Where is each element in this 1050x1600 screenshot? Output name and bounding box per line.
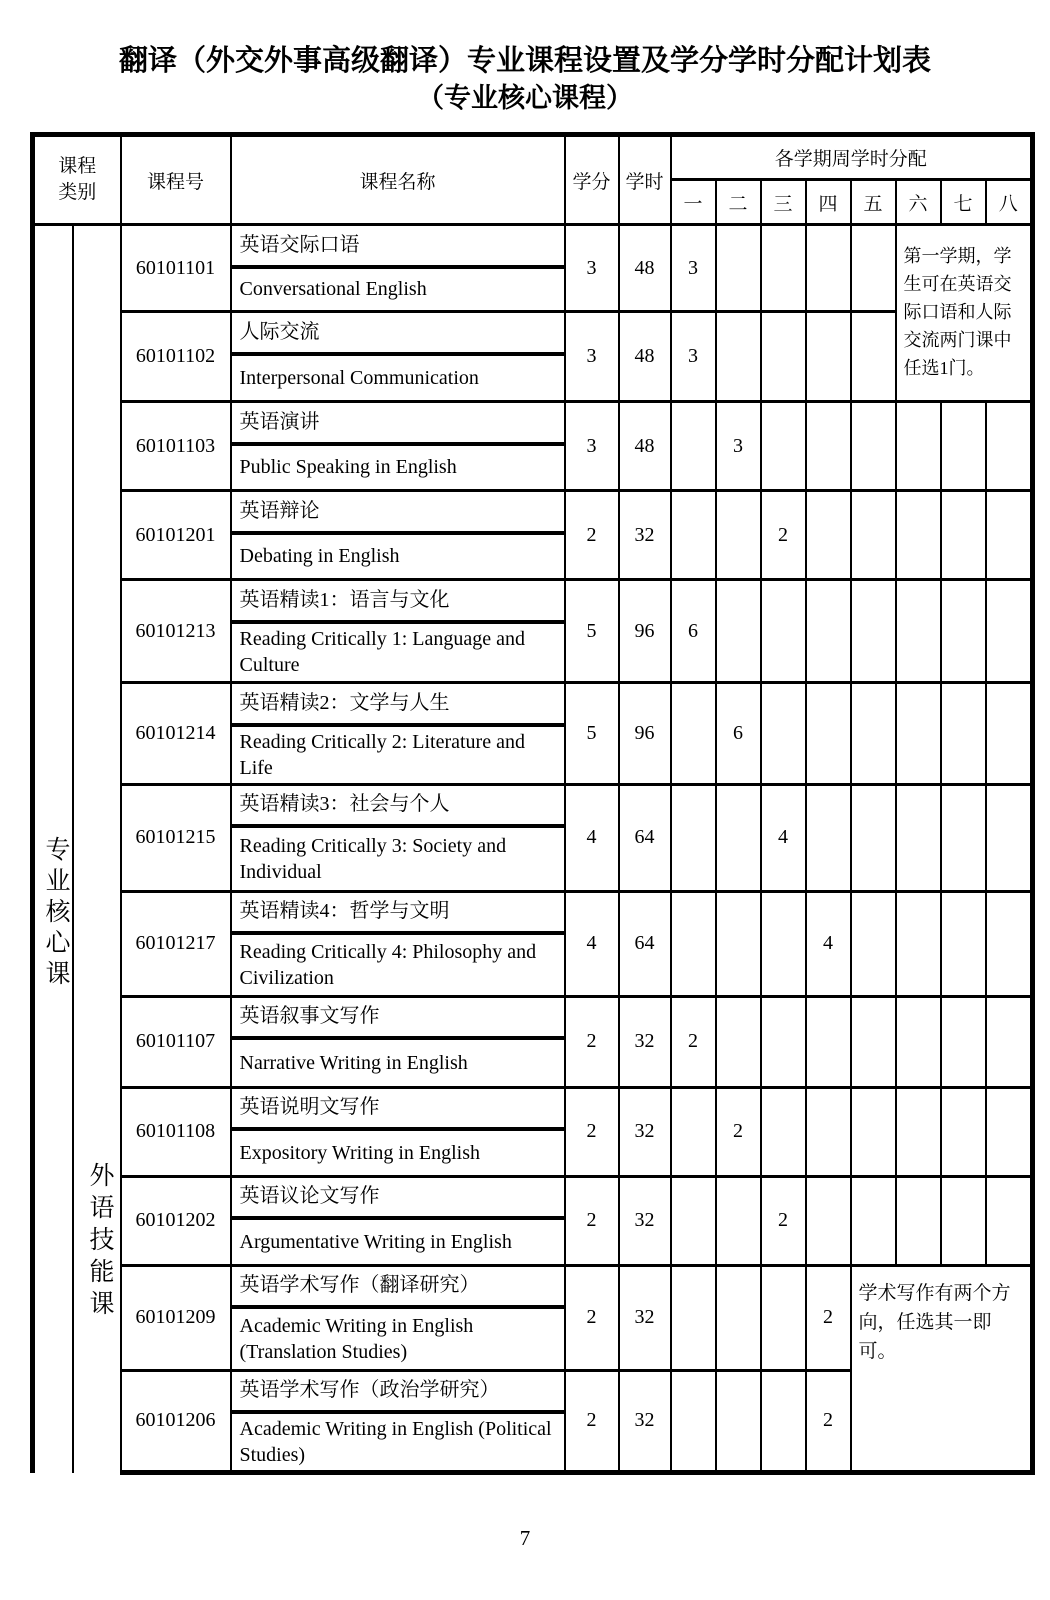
hours-cell: 64 bbox=[619, 784, 671, 891]
semester-7-empty-cell bbox=[941, 491, 986, 580]
course-name-en: Expository Writing in English bbox=[231, 1129, 565, 1176]
course-name-en: Interpersonal Communication bbox=[231, 354, 565, 402]
credits-cell: 2 bbox=[565, 1087, 619, 1176]
hours-cell: 96 bbox=[619, 580, 671, 683]
course-row-60101214 bbox=[33, 683, 1033, 725]
course-name-zh: 英语交际口语 bbox=[231, 225, 565, 267]
course-row-60101101 bbox=[33, 225, 1033, 267]
course-no-cell: 60101101 bbox=[121, 225, 231, 312]
semester-1-value-cell: 3 bbox=[671, 312, 716, 402]
semester-5-empty-cell bbox=[851, 1087, 896, 1176]
semester-4-empty-cell bbox=[806, 580, 851, 683]
course-name-en: Reading Critically 1: Language and Culture bbox=[231, 622, 565, 683]
course-name-en: Conversational English bbox=[231, 267, 565, 312]
course-name-en: Debating in English bbox=[231, 533, 565, 580]
semester-5-empty-cell bbox=[851, 580, 896, 683]
semester-1-empty-cell bbox=[671, 1265, 716, 1370]
course-no-cell: 60101103 bbox=[121, 402, 231, 491]
semester-1-empty-cell bbox=[671, 402, 716, 491]
semester-1-empty-cell bbox=[671, 1370, 716, 1473]
semester-1-value-cell: 2 bbox=[671, 996, 716, 1087]
semester-5-empty-cell bbox=[851, 491, 896, 580]
header-semester-5: 五 bbox=[851, 180, 896, 225]
semester-2-empty-cell bbox=[716, 1176, 761, 1265]
hours-cell: 32 bbox=[619, 1265, 671, 1370]
course-no-cell: 60101107 bbox=[121, 996, 231, 1087]
semester-5-empty-cell bbox=[851, 784, 896, 891]
semester-1-empty-cell bbox=[671, 891, 716, 996]
semester-7-empty-cell bbox=[941, 784, 986, 891]
semester-6-empty-cell bbox=[896, 402, 941, 491]
credits-cell: 3 bbox=[565, 225, 619, 312]
semester-4-value-cell: 2 bbox=[806, 1370, 851, 1473]
hours-cell: 32 bbox=[619, 1370, 671, 1473]
semester-6-empty-cell bbox=[896, 996, 941, 1087]
semester-4-empty-cell bbox=[806, 784, 851, 891]
course-row-60101102 bbox=[33, 312, 1033, 354]
semester-3-value-cell: 2 bbox=[761, 491, 806, 580]
course-no-cell: 60101201 bbox=[121, 491, 231, 580]
course-name-zh: 英语学术写作（政治学研究） bbox=[231, 1370, 565, 1412]
header-course-no: 课程号 bbox=[121, 135, 231, 225]
page-title-line2: （专业核心课程） bbox=[417, 83, 633, 115]
semester-8-empty-cell bbox=[986, 580, 1033, 683]
semester-7-empty-cell bbox=[941, 402, 986, 491]
header-weekly-distribution: 各学期周学时分配 bbox=[671, 135, 1033, 180]
header-semester-8: 八 bbox=[986, 180, 1033, 225]
course-no-cell: 60101217 bbox=[121, 891, 231, 996]
semester-5-empty-cell bbox=[851, 402, 896, 491]
semester-8-empty-cell bbox=[986, 784, 1033, 891]
semester-1-empty-cell bbox=[671, 784, 716, 891]
header-course-name: 课程名称 bbox=[231, 135, 565, 225]
semester-4-empty-cell bbox=[806, 402, 851, 491]
course-row-60101201 bbox=[33, 491, 1033, 533]
semester-7-empty-cell bbox=[941, 891, 986, 996]
course-row-60101215 bbox=[33, 784, 1033, 826]
semester-1-value-cell: 3 bbox=[671, 225, 716, 312]
course-no-cell: 60101202 bbox=[121, 1176, 231, 1265]
course-name-zh: 英语辩论 bbox=[231, 491, 565, 533]
semester-1-empty-cell bbox=[671, 1176, 716, 1265]
hours-cell: 32 bbox=[619, 1176, 671, 1265]
category-label-primary: 专业核心课 bbox=[42, 836, 69, 991]
credits-cell: 4 bbox=[565, 784, 619, 891]
semester-7-empty-cell bbox=[941, 996, 986, 1087]
course-name-en: Reading Critically 2: Literature and Life bbox=[231, 725, 565, 785]
semester-5-empty-cell bbox=[851, 1176, 896, 1265]
table-header-row-1 bbox=[33, 135, 1033, 180]
course-name-en: Academic Writing in English (Political Studies) bbox=[231, 1412, 565, 1473]
course-name-zh: 英语精读2：文学与人生 bbox=[231, 683, 565, 725]
course-no-cell: 60101108 bbox=[121, 1087, 231, 1176]
credits-cell: 2 bbox=[565, 1176, 619, 1265]
header-semester-3: 三 bbox=[761, 180, 806, 225]
semester-2-value-cell: 6 bbox=[716, 683, 761, 785]
semester-6-empty-cell bbox=[896, 580, 941, 683]
course-row-60101213 bbox=[33, 580, 1033, 622]
course-name-en: Narrative Writing in English bbox=[231, 1038, 565, 1087]
course-no-cell: 60101209 bbox=[121, 1265, 231, 1370]
semester-8-empty-cell bbox=[986, 683, 1033, 785]
semester-2-empty-cell bbox=[716, 1370, 761, 1473]
hours-cell: 32 bbox=[619, 1087, 671, 1176]
semester-6-empty-cell bbox=[896, 491, 941, 580]
hours-cell: 64 bbox=[619, 891, 671, 996]
hours-cell: 48 bbox=[619, 312, 671, 402]
semester-7-empty-cell bbox=[941, 1176, 986, 1265]
semester-3-empty-cell bbox=[761, 1087, 806, 1176]
credits-cell: 2 bbox=[565, 1370, 619, 1473]
header-semester-1: 一 bbox=[671, 180, 716, 225]
semester-6-empty-cell bbox=[896, 1087, 941, 1176]
header-credits: 学分 bbox=[565, 135, 619, 225]
course-name-zh: 英语精读3：社会与个人 bbox=[231, 784, 565, 826]
semester-3-value-cell: 4 bbox=[761, 784, 806, 891]
semester-5-empty-cell bbox=[851, 891, 896, 996]
page-number: 7 bbox=[519, 1526, 531, 1550]
note-cell-1: 第一学期，学生可在英语交际口语和人际交流两门课中任选1门。 bbox=[896, 225, 1033, 402]
course-name-en: Argumentative Writing in English bbox=[231, 1218, 565, 1265]
semester-5-empty-cell bbox=[851, 996, 896, 1087]
semester-4-empty-cell bbox=[806, 1176, 851, 1265]
semester-6-empty-cell bbox=[896, 891, 941, 996]
semester-7-empty-cell bbox=[941, 580, 986, 683]
semester-1-empty-cell bbox=[671, 491, 716, 580]
credits-cell: 5 bbox=[565, 580, 619, 683]
semester-3-empty-cell bbox=[761, 1370, 806, 1473]
course-name-zh: 英语精读1：语言与文化 bbox=[231, 580, 565, 622]
course-name-zh: 英语说明文写作 bbox=[231, 1087, 565, 1129]
semester-5-empty-cell bbox=[851, 312, 896, 402]
course-name-en: Reading Critically 4: Philosophy and Civilization bbox=[231, 933, 565, 996]
semester-8-empty-cell bbox=[986, 402, 1033, 491]
course-row-60101108 bbox=[33, 1087, 1033, 1129]
credits-cell: 2 bbox=[565, 996, 619, 1087]
semester-7-empty-cell bbox=[941, 1087, 986, 1176]
credits-cell: 2 bbox=[565, 1265, 619, 1370]
semester-2-empty-cell bbox=[716, 491, 761, 580]
credits-cell: 4 bbox=[565, 891, 619, 996]
category-label-secondary: 外语技能课 bbox=[86, 1162, 113, 1322]
semester-8-empty-cell bbox=[986, 1176, 1033, 1265]
credits-cell: 3 bbox=[565, 312, 619, 402]
header-category: 课程类别 bbox=[33, 135, 121, 225]
course-row-60101103 bbox=[33, 402, 1033, 444]
semester-6-empty-cell bbox=[896, 784, 941, 891]
course-name-en: Reading Critically 3: Society and Individual bbox=[231, 826, 565, 891]
semester-4-empty-cell bbox=[806, 996, 851, 1087]
semester-4-empty-cell bbox=[806, 491, 851, 580]
semester-3-empty-cell bbox=[761, 580, 806, 683]
course-row-60101209 bbox=[33, 1265, 1033, 1307]
page-title-line1: 翻译（外交外事高级翻译）专业课程设置及学分学时分配计划表 bbox=[118, 43, 931, 77]
header-semester-7: 七 bbox=[941, 180, 986, 225]
semester-4-empty-cell bbox=[806, 225, 851, 312]
semester-2-empty-cell bbox=[716, 784, 761, 891]
semester-4-empty-cell bbox=[806, 312, 851, 402]
course-row-60101217 bbox=[33, 891, 1033, 933]
hours-cell: 48 bbox=[619, 225, 671, 312]
semester-6-empty-cell bbox=[896, 683, 941, 785]
semester-3-empty-cell bbox=[761, 225, 806, 312]
semester-8-empty-cell bbox=[986, 891, 1033, 996]
semester-3-value-cell: 2 bbox=[761, 1176, 806, 1265]
semester-8-empty-cell bbox=[986, 491, 1033, 580]
semester-4-empty-cell bbox=[806, 1087, 851, 1176]
semester-4-value-cell: 4 bbox=[806, 891, 851, 996]
page-title bbox=[0, 40, 1050, 117]
semester-5-empty-cell bbox=[851, 225, 896, 312]
course-name-zh: 英语精读4：哲学与文明 bbox=[231, 891, 565, 933]
semester-8-empty-cell bbox=[986, 996, 1033, 1087]
semester-4-empty-cell bbox=[806, 683, 851, 785]
semester-4-value-cell: 2 bbox=[806, 1265, 851, 1370]
semester-2-empty-cell bbox=[716, 1265, 761, 1370]
semester-3-empty-cell bbox=[761, 996, 806, 1087]
semester-2-empty-cell bbox=[716, 580, 761, 683]
course-name-zh: 人际交流 bbox=[231, 312, 565, 354]
course-name-zh: 英语叙事文写作 bbox=[231, 996, 565, 1038]
semester-1-empty-cell bbox=[671, 1087, 716, 1176]
header-semester-2: 二 bbox=[716, 180, 761, 225]
course-no-cell: 60101206 bbox=[121, 1370, 231, 1473]
course-no-cell: 60101214 bbox=[121, 683, 231, 785]
semester-2-empty-cell bbox=[716, 312, 761, 402]
semester-8-empty-cell bbox=[986, 1087, 1033, 1176]
course-row-60101202 bbox=[33, 1176, 1033, 1218]
header-semester-4: 四 bbox=[806, 180, 851, 225]
semester-2-value-cell: 3 bbox=[716, 402, 761, 491]
semester-5-empty-cell bbox=[851, 683, 896, 785]
semester-2-value-cell: 2 bbox=[716, 1087, 761, 1176]
course-no-cell: 60101102 bbox=[121, 312, 231, 402]
semester-7-empty-cell bbox=[941, 683, 986, 785]
course-no-cell: 60101213 bbox=[121, 580, 231, 683]
semester-1-empty-cell bbox=[671, 683, 716, 785]
hours-cell: 48 bbox=[619, 402, 671, 491]
course-name-zh: 英语演讲 bbox=[231, 402, 565, 444]
note-cell-2: 学术写作有两个方向，任选其一即可。 bbox=[851, 1265, 1033, 1473]
course-no-cell: 60101215 bbox=[121, 784, 231, 891]
semester-3-empty-cell bbox=[761, 312, 806, 402]
semester-2-empty-cell bbox=[716, 891, 761, 996]
semester-6-empty-cell bbox=[896, 1176, 941, 1265]
course-name-en: Academic Writing in English (Translation Studies) bbox=[231, 1307, 565, 1370]
semester-2-empty-cell bbox=[716, 996, 761, 1087]
semester-3-empty-cell bbox=[761, 683, 806, 785]
hours-cell: 32 bbox=[619, 996, 671, 1087]
course-name-en: Public Speaking in English bbox=[231, 444, 565, 491]
semester-3-empty-cell bbox=[761, 1265, 806, 1370]
credits-cell: 2 bbox=[565, 491, 619, 580]
course-table bbox=[30, 132, 1035, 1475]
hours-cell: 32 bbox=[619, 491, 671, 580]
course-name-zh: 英语学术写作（翻译研究） bbox=[231, 1265, 565, 1307]
course-row-60101107 bbox=[33, 996, 1033, 1038]
credits-cell: 5 bbox=[565, 683, 619, 785]
semester-3-empty-cell bbox=[761, 891, 806, 996]
header-hours: 学时 bbox=[619, 135, 671, 225]
header-semester-6: 六 bbox=[896, 180, 941, 225]
hours-cell: 96 bbox=[619, 683, 671, 785]
course-name-zh: 英语议论文写作 bbox=[231, 1176, 565, 1218]
semester-3-empty-cell bbox=[761, 402, 806, 491]
semester-1-value-cell: 6 bbox=[671, 580, 716, 683]
credits-cell: 3 bbox=[565, 402, 619, 491]
semester-2-empty-cell bbox=[716, 225, 761, 312]
